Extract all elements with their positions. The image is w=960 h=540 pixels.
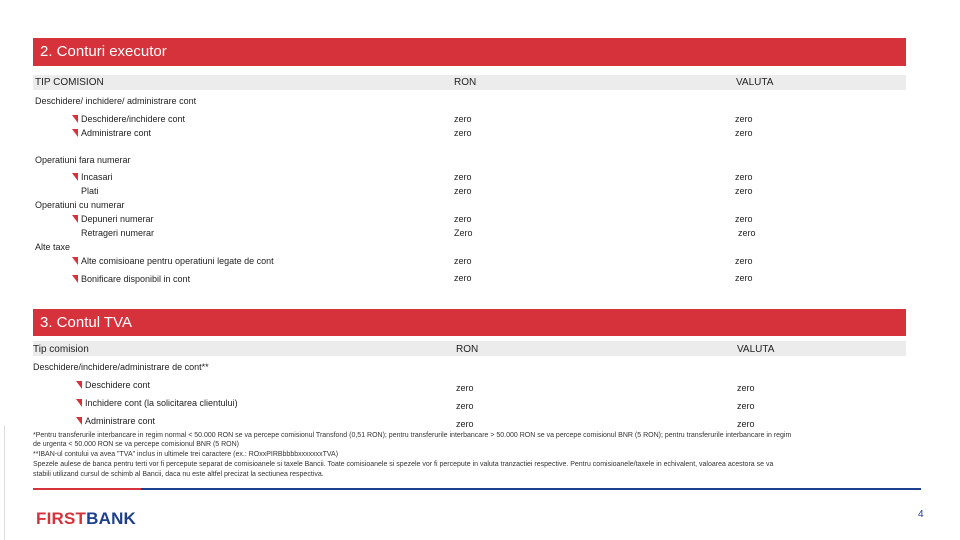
header-ron: RON [454, 77, 477, 88]
row-ron: zero [454, 186, 472, 196]
group-label: Deschidere/inchidere/administrare de cont** [33, 362, 209, 372]
row-valuta: zero [737, 419, 755, 429]
row-valuta: zero [735, 256, 753, 266]
bullet-arrow-icon [76, 381, 82, 389]
row-valuta: zero [735, 114, 753, 124]
left-edge-frame [0, 425, 5, 540]
row-label: Alte comisioane pentru operatiuni legate de cont [81, 256, 274, 266]
row-label: Administrare cont [85, 416, 156, 426]
row-label: Incasari [81, 172, 113, 182]
bullet-arrow-icon [72, 115, 78, 123]
header-type: TIP COMISION [35, 77, 104, 88]
section-2-title: 2. Conturi executor [40, 43, 167, 60]
logo-bank: BANK [86, 509, 137, 528]
footnote-line: *Pentru transferurile interbancare in regim normal < 50.000 RON se va percepe comisionul Transfond (0,51 RON); pentru transferurile interbancare > 50.000 RON se va percepe comisionul BNR (5 RON); pentru transferurile interbancare in regim [33, 432, 792, 439]
group-label: Deschidere/ inchidere/ administrare cont [35, 96, 197, 106]
row-ron: Zero [454, 228, 473, 238]
row-label: Retrageri numerar [81, 228, 155, 238]
row-ron: zero [454, 172, 472, 182]
row-ron: zero [454, 273, 472, 283]
row-valuta: zero [735, 186, 753, 196]
bullet-arrow-icon [72, 257, 78, 265]
bullet-arrow-icon [76, 417, 82, 425]
header-ron: RON [456, 344, 479, 355]
row-valuta: zero [735, 214, 753, 224]
row-label: Plati [81, 186, 99, 196]
row-valuta: zero [735, 273, 753, 283]
row-label: Inchidere cont (la solicitarea clientului) [85, 398, 238, 408]
row-ron: zero [456, 383, 474, 393]
footnote-line: Spezele aulese de banca pentru terti vor fi percepute separat de comisioanele si taxele Bancii. Toate comisioanele si spezele vor fi percepute in valuta tranzactiei respective. Pentru comisioanele/taxele in echivalent, valoarea acestora se va [33, 461, 774, 468]
header-type: Tip comision [33, 344, 89, 355]
row-label: Deschidere/inchidere cont [81, 114, 186, 124]
section-3-banner [33, 309, 906, 336]
bullet-arrow-icon [76, 399, 82, 407]
footnote-line: **IBAN-ul contului va avea "TVA" inclus in ultimele trei caractere (ex.: ROxxPIRBbbbbxxxxxxxTVA) [33, 451, 339, 458]
row-ron: zero [456, 419, 474, 429]
row-ron: zero [456, 401, 474, 411]
bullet-arrow-icon [72, 275, 78, 283]
header-valuta: VALUTA [736, 77, 774, 88]
row-valuta: zero [735, 172, 753, 182]
footnote-line: stabili utilizand cursul de schimb al Bancii, daca nu este altfel precizat la sectiunea respectiva. [33, 471, 324, 478]
header-valuta: VALUTA [737, 344, 775, 355]
logo-first: FIRST [36, 509, 87, 528]
row-valuta: zero [738, 228, 756, 238]
group-label: Operatiuni cu numerar [35, 200, 125, 210]
row-valuta: zero [737, 383, 755, 393]
page-number: 4 [918, 509, 924, 520]
row-ron: zero [454, 128, 472, 138]
row-label: Bonificare disponibil in cont [81, 274, 191, 284]
section-2-banner [33, 38, 906, 66]
footer-divider-blue [141, 488, 921, 490]
firstbank-logo [36, 509, 136, 529]
group-label: Operatiuni fara numerar [35, 155, 131, 165]
bullet-arrow-icon [72, 215, 78, 223]
row-valuta: zero [737, 401, 755, 411]
footnote-line: de urgenta < 50.000 RON se va percepe comisionul BNR (5 RON) [33, 441, 240, 448]
bullet-arrow-icon [72, 173, 78, 181]
section-3-title: 3. Contul TVA [40, 314, 132, 331]
row-ron: zero [454, 256, 472, 266]
row-valuta: zero [735, 128, 753, 138]
section-3-header-row [33, 341, 906, 356]
row-ron: zero [454, 214, 472, 224]
row-ron: zero [454, 114, 472, 124]
section-2-header-row [33, 75, 906, 90]
footer-divider-red [33, 488, 141, 490]
row-label: Deschidere cont [85, 380, 151, 390]
row-label: Depuneri numerar [81, 214, 154, 224]
bullet-arrow-icon [72, 129, 78, 137]
row-label: Administrare cont [81, 128, 152, 138]
group-label: Alte taxe [35, 242, 71, 252]
